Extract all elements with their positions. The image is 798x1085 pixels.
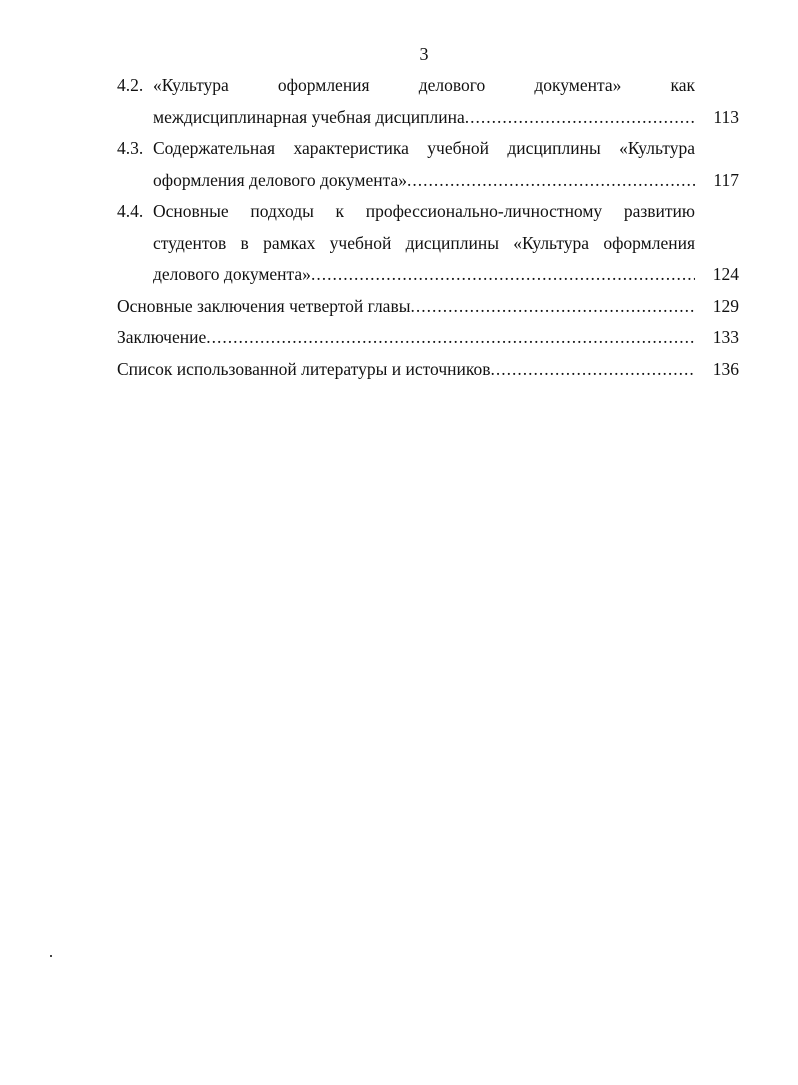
- toc-entry-4-4[interactable]: [117, 196, 739, 291]
- toc-entry-4-3-line1: [117, 133, 739, 165]
- page-number: 3: [419, 44, 429, 64]
- toc-entry-chapter4-conclusions[interactable]: [117, 291, 739, 323]
- toc-page-number: 136: [712, 358, 739, 379]
- toc-entry-4-4-line2: [117, 228, 739, 260]
- toc-entry-title: Содержательная характеристика учебной дисциплины «Культура: [153, 138, 695, 158]
- leader-dots: [206, 322, 695, 354]
- toc-entry-conclusion[interactable]: [117, 322, 739, 354]
- toc-entry-references[interactable]: [117, 354, 739, 386]
- toc-page-number: 113: [713, 106, 739, 127]
- scan-speck: [50, 955, 52, 957]
- toc-entry-4-3[interactable]: [117, 133, 739, 196]
- table-of-contents: [117, 70, 739, 385]
- toc-entry-title-cont: делового документа»: [153, 264, 311, 284]
- toc-entry-line: [117, 291, 739, 323]
- toc-entry-title: Основные заключения четвертой главы: [117, 295, 411, 316]
- toc-entry-number: 4.2.: [117, 75, 144, 95]
- toc-entry-4-4-line1: [117, 196, 739, 228]
- title-word: делового: [418, 75, 486, 95]
- toc-entry-title-cont: студентов в рамках учебной дисциплины «Культура оформления: [153, 232, 695, 253]
- leader-dots: [490, 354, 695, 386]
- leader-dots: [410, 291, 695, 323]
- toc-entry-4-2-line1: [117, 70, 739, 102]
- toc-entry-title-cont: оформления делового документа»: [153, 169, 407, 190]
- toc-page-number: 117: [713, 169, 739, 190]
- toc-entry-line: [117, 354, 739, 386]
- toc-entry-4-4-line3: [117, 259, 739, 291]
- title-word: «Культура: [153, 75, 229, 95]
- toc-entry-title: Заключение: [117, 327, 207, 347]
- toc-page-number: 133: [712, 327, 739, 347]
- leader-dots: [465, 102, 695, 134]
- toc-entry-4-2-line2: [117, 102, 739, 134]
- toc-entry-title: [153, 70, 695, 102]
- toc-entry-title: Список использованной литературы и источников: [117, 358, 491, 379]
- toc-entry-title: Основные подходы к профессионально-личностному развитию: [153, 201, 695, 221]
- title-word: документа»: [534, 75, 622, 95]
- toc-page-number: 124: [712, 264, 739, 284]
- toc-entry-line: [117, 322, 739, 354]
- toc-entry-4-2[interactable]: [117, 70, 739, 133]
- toc-page-number: 129: [712, 295, 739, 316]
- title-word: как: [670, 75, 695, 95]
- toc-entry-title-cont: междисциплинарная учебная дисциплина: [153, 106, 465, 127]
- leader-dots: [407, 165, 695, 197]
- leader-dots: [311, 259, 695, 291]
- toc-entry-number: 4.3.: [117, 138, 144, 158]
- toc-entry-4-3-line2: [117, 165, 739, 197]
- title-word: оформления: [277, 75, 370, 95]
- toc-entry-number: 4.4.: [117, 201, 144, 221]
